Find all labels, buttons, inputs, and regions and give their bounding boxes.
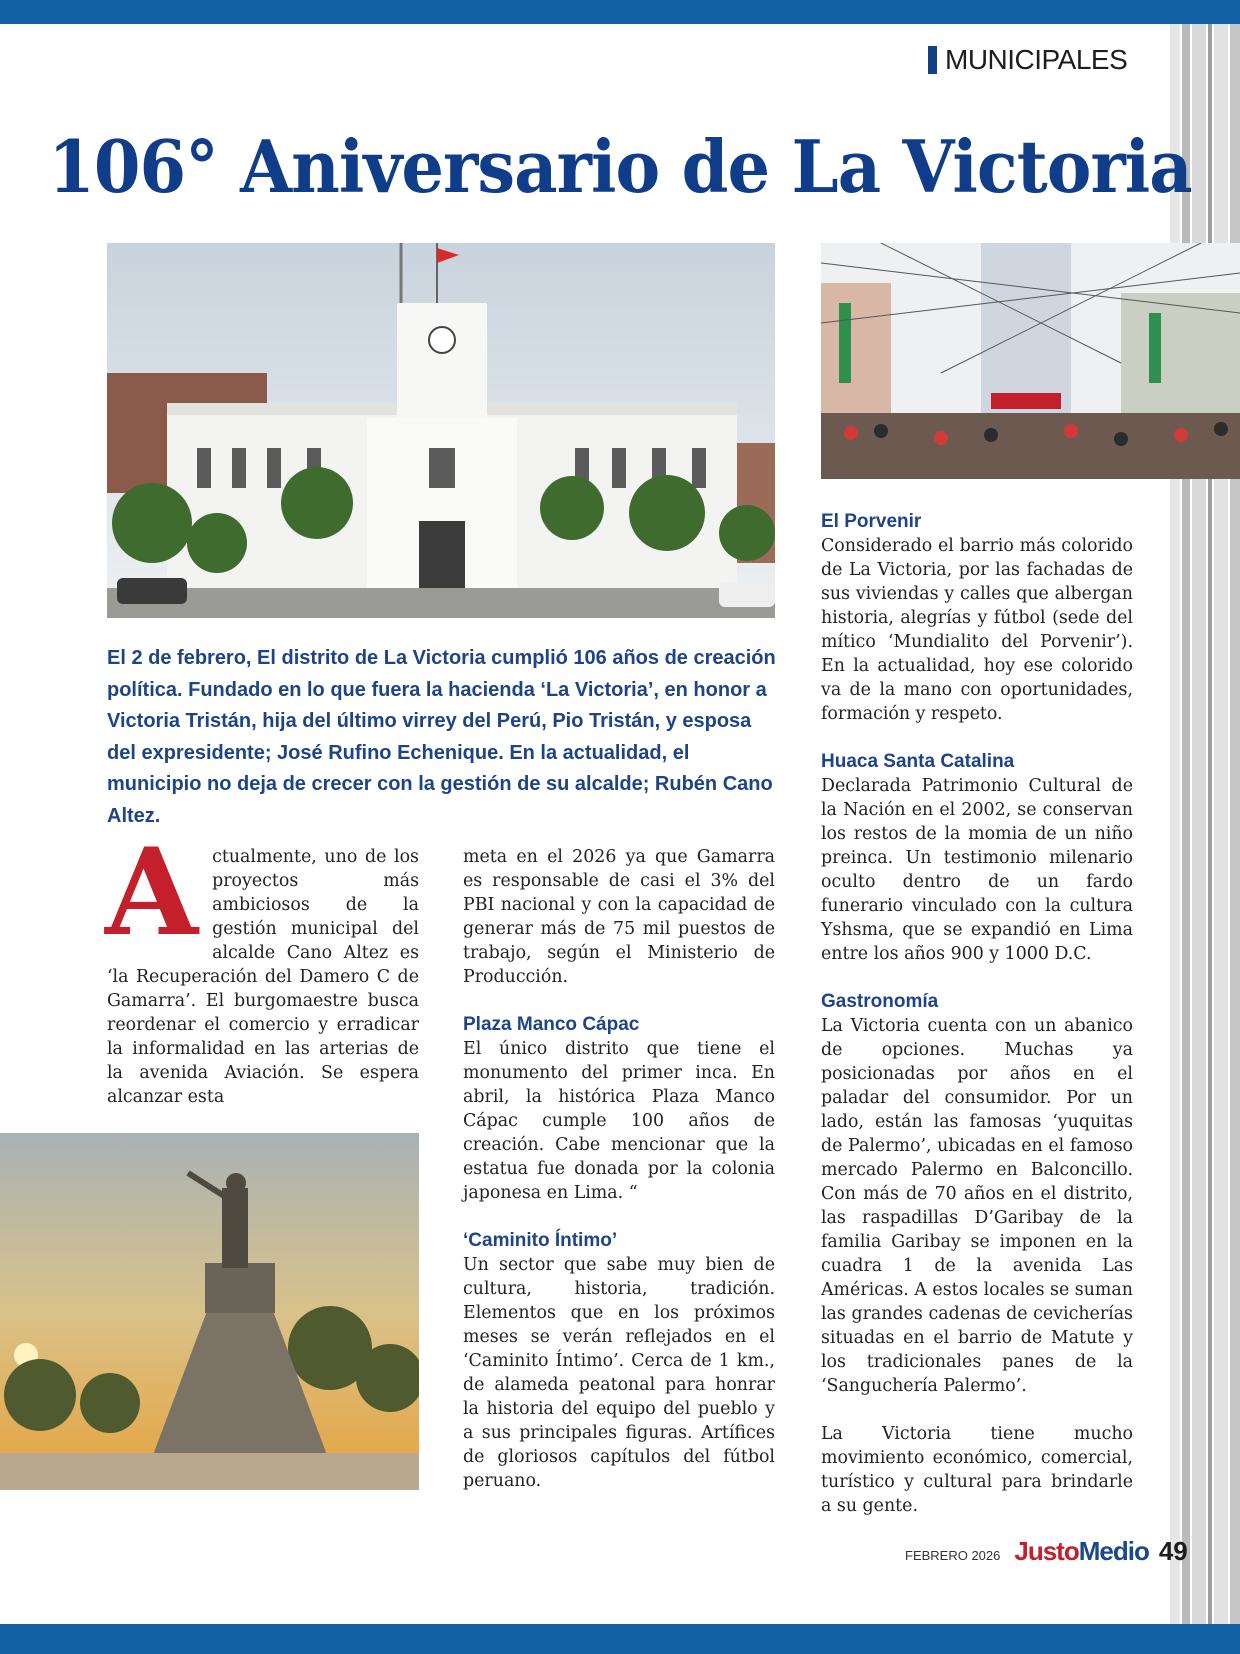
- municipal-building-photo: [107, 243, 775, 618]
- issue-date: FEBRERO 2026: [905, 1548, 1001, 1563]
- plaza-manco-capac-text: El único distrito que tiene el monumento del primer inca. En abril, la histórica Plaza Manco Cápac cumple 100 años de creación. Cabe mencionar que la estatua fue donada por la colonia japonesa en Lima. “: [463, 1039, 775, 1203]
- lead-paragraph: El 2 de febrero, El distrito de La Victoria cumplió 106 años de creación política. Fundado en lo que fuera la hacienda ‘La Victoria’, en honor a Victoria Tristán, hija del último virrey del Perú, Pio Tristán, y esposa del expresidente; José Rufino Echenique. En la actualidad, el municipio no deja de crecer con la gestión de su alcalde; Rubén Cano Altez.: [107, 647, 776, 827]
- section-tag-bar: [928, 46, 937, 74]
- column-1: [105, 822, 419, 1109]
- gamarra-text: meta en el 2026 ya que Gamarra es responsable de casi el 3% del PBI nacional y con la capacidad de generar más de 75 mil puestos de trabajo, según el Ministerio de Producción.: [463, 847, 775, 987]
- gastronomia-text: La Victoria cuenta con un abanico de opciones. Muchas ya posicionadas por años en el paladar del consumidor. Por un lado, están las famosas ‘yuquitas de Palermo’, ubicadas en el famoso mercado Palermo en Balconcillo. Con más de 70 años en el distrito, las raspadillas D’Garibay de la familia Garibay se imponen en la cuadra 1 de la avenida Las Américas. A estos locales se suman las grandes cadenas de cevicherías situadas en el barrio de Matute y los tradicionales panes de la ‘Sanguchería Palermo’.: [821, 1016, 1133, 1396]
- dropcap: A: [105, 822, 199, 963]
- bottom-bar: [0, 1624, 1240, 1654]
- page-number: 49: [1158, 1536, 1188, 1566]
- huaca-santa-catalina-text: Declarada Patrimonio Cultural de la Nación en el 2002, se conservan los restos de la momia de un niño preinca. Un testimonio milenario oculto dentro de un fardo funerario vinculado con la cultura Yshsma, que se expandió en Lima entre los años 900 y 1000 D.C.: [821, 776, 1133, 964]
- caminito-intimo-heading: ‘Caminito Íntimo’: [463, 1230, 618, 1251]
- manco-capac-monument-photo: [0, 1133, 419, 1490]
- gastronomia-heading: Gastronomía: [821, 991, 939, 1012]
- caminito-intimo-text: Un sector que sabe muy bien de cultura, historia, tradición. Elementos que en los próximos meses se verán reflejados en el ‘Caminito Íntimo’. Cerca de 1 km., de alameda peatonal para honrar la historia del equipo del pueblo y a sus principales figuras. Artífices de gloriosos capítulos del fútbol peruano.: [463, 1255, 775, 1491]
- top-bar: [0, 0, 1240, 24]
- page-title: 106° Aniversario de La Victoria: [48, 124, 1192, 209]
- closing-text: La Victoria tiene mucho movimiento económico, comercial, turístico y cultural para brindarle a su gente.: [821, 1424, 1133, 1516]
- huaca-santa-catalina-heading: Huaca Santa Catalina: [821, 751, 1015, 772]
- magazine-logo: JustoMedio: [1014, 1536, 1149, 1566]
- column-2: [463, 845, 775, 1493]
- column-3: [821, 510, 1133, 1518]
- section-tag: [928, 44, 1127, 76]
- el-porvenir-text: Considerado el barrio más colorido de La Victoria, por las fachadas de sus viviendas y calles que albergan historia, alegrías y fútbol (sede del mítico ‘Mundialito del Porvenir’). En la actualidad, hoy ese colorido va de la mano con oportunidades, formación y respeto.: [821, 536, 1133, 724]
- page-footer: [905, 1536, 1188, 1567]
- section-label: MUNICIPALES: [945, 44, 1128, 75]
- plaza-manco-capac-heading: Plaza Manco Cápac: [463, 1014, 640, 1035]
- column-1-text: ctualmente, uno de los proyectos más ambiciosos de la gestión municipal del alcalde Cano Altez es ‘la Recuperación del Damero C de Gamarra’. El burgomaestre busca reordenar el comercio y erradicar la informalidad en las arterias de la avenida Aviación. Se espera alcanzar esta: [107, 847, 419, 1107]
- el-porvenir-heading: El Porvenir: [821, 511, 922, 532]
- street-market-photo: [821, 243, 1240, 479]
